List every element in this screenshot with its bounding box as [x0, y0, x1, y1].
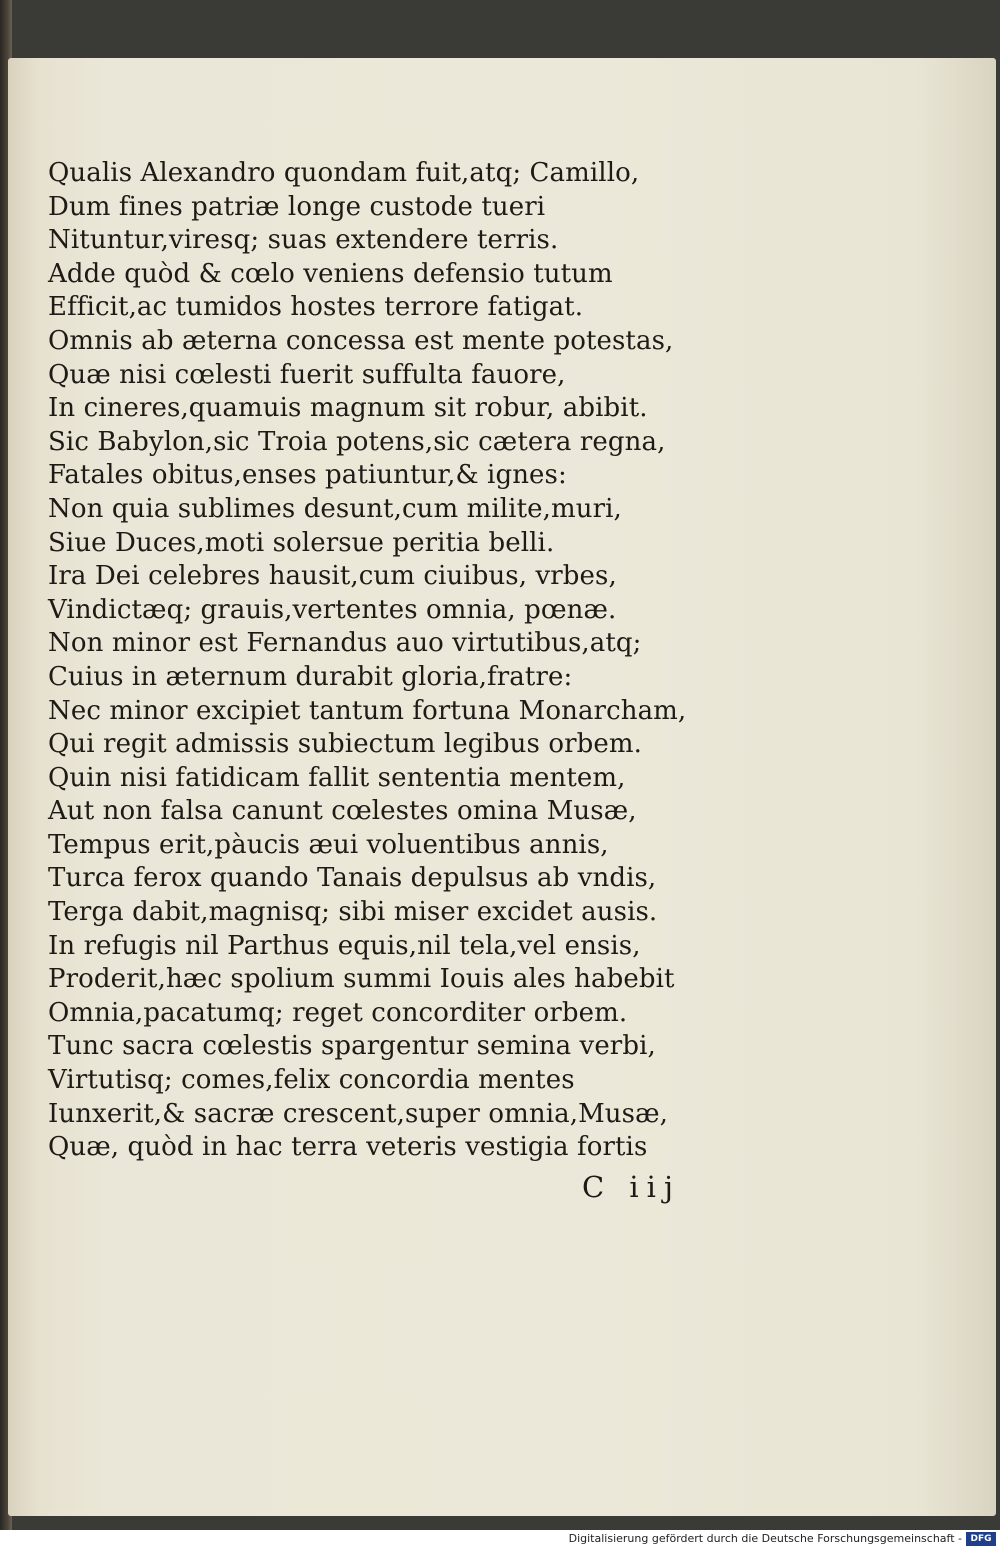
- verse-line: Quæ, quòd in hac terra veteris vestigia fortis: [48, 1132, 648, 1163]
- verse-line: Sic Babylon,sic Troia potens,sic cætera regna,: [48, 426, 666, 457]
- verse-line: Proderit,hæc spolium summi Iouis ales habebit: [48, 964, 675, 995]
- verse-line: Aut non falsa canunt cœlestes omina Musæ,: [48, 796, 637, 827]
- verse-line: Quin nisi fatidicam fallit sententia mentem,: [48, 762, 626, 793]
- verse-line: In cineres,quamuis magnum sit robur, abibit.: [48, 393, 648, 424]
- verse-line: Non minor est Fernandus auo virtutibus,atq;: [48, 628, 642, 659]
- verse-block: [48, 157, 728, 1165]
- verse-line: Turca ferox quando Tanais depulsus ab vndis,: [48, 863, 657, 894]
- verse-line: Tunc sacra cœlestis spargentur semina verbi,: [48, 1031, 656, 1062]
- verse-line: Non quia sublimes desunt,cum milite,muri,: [48, 493, 622, 524]
- verse-line: Adde quòd & cœlo veniens defensio tutum: [48, 258, 613, 289]
- verse-line: In refugis nil Parthus equis,nil tela,vel ensis,: [48, 930, 641, 961]
- verse-line: Terga dabit,magnisq; sibi miser excidet ausis.: [48, 897, 658, 928]
- footer-bar: [0, 1530, 1000, 1549]
- verse-line: Qualis Alexandro quondam fuit,atq; Camillo,: [48, 158, 640, 188]
- bleed-through-text: [760, 150, 990, 1200]
- verse-line: Efficit,ac tumidos hostes terrore fatigat.: [48, 292, 584, 323]
- verse-line: Virtutisq; comes,felix concordia mentes: [48, 1065, 575, 1096]
- verse-line: Cuius in æternum durabit gloria,fratre:: [48, 661, 573, 692]
- dfg-logo: DFG: [966, 1532, 996, 1546]
- verse-line: Quæ nisi cœlesti fuerit suffulta fauore,: [48, 359, 566, 390]
- footer-credit: Digitalisierung gefördert durch die Deutsche Forschungsgemeinschaft -: [568, 1532, 962, 1545]
- verse-line: Fatales obitus,enses patiuntur,& ignes:: [48, 460, 567, 491]
- verse-line: Tempus erit,pàucis æui voluentibus annis,: [48, 829, 609, 860]
- verse-line: Nituntur,viresq; suas extendere terris.: [48, 225, 559, 256]
- verse-line: Dum fines patriæ longe custode tueri: [48, 191, 546, 222]
- verse-line: Vindictæq; grauis,vertentes omnia, pœnæ.: [48, 594, 617, 625]
- verse-line: Qui regit admissis subiectum legibus orbem.: [48, 729, 642, 760]
- signature-mark: C iij: [582, 1170, 681, 1204]
- verse-line: Ira Dei celebres hausit,cum ciuibus, vrbes,: [48, 561, 617, 592]
- verse-line: Nec minor excipiet tantum fortuna Monarcham,: [48, 695, 687, 726]
- verse-line: Omnis ab æterna concessa est mente potestas,: [48, 325, 674, 356]
- verse-line: Omnia,pacatumq; reget concorditer orbem.: [48, 997, 628, 1028]
- verse-line: Iunxerit,& sacræ crescent,super omnia,Musæ,: [48, 1098, 668, 1129]
- verse-line: Siue Duces,moti solersue peritia belli.: [48, 527, 555, 558]
